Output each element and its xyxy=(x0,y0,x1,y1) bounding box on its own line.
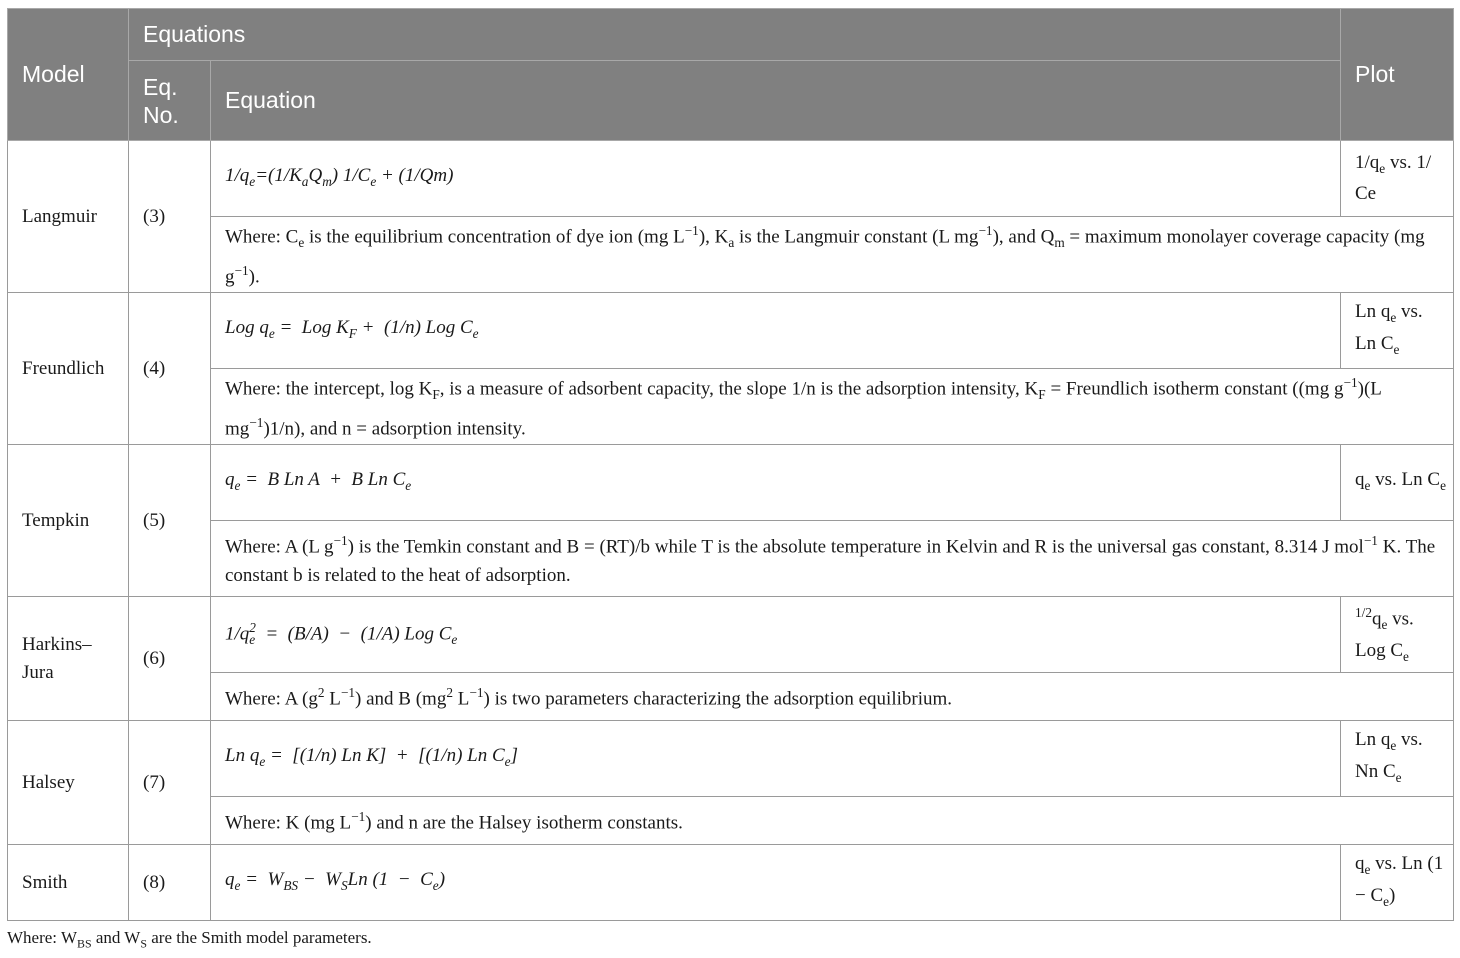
table-footnote: Where: $W_{BS}$ and $W_S$ are the Smith model parameters. xyxy=(7,928,372,951)
table-row xyxy=(8,721,1454,797)
plot-cell: $^{1/2}q_e$ vs. Log $C_e$ xyxy=(1341,597,1454,673)
equation-cell: $1/q_e^2 = (B/A) - (1/A)$ Log $C_e$ xyxy=(211,597,1341,673)
where-cell: Where: A (L $g^{-1}$) is the Temkin constant and B = (RT)/b while T is the absolute temperature in Kelvin and R is the universal gas constant, 8.314 J mol$^{-1}$ K. The constant b is related to the heat of adsorption. xyxy=(211,521,1454,597)
table-row xyxy=(8,673,1454,721)
where-cell: Where: $C_e$ is the equilibrium concentration of dye ion (mg $L^{-1}$), $K_a$ is the Langmuir constant (L $mg^{-1}$), and $Q_m$ = maximum monolayer coverage capacity (mg $g^{-1}$). xyxy=(211,217,1454,293)
header-eq-no: Eq. No. xyxy=(129,61,211,141)
header-plot: Plot xyxy=(1341,9,1454,141)
table-row xyxy=(8,293,1454,369)
table-row xyxy=(8,845,1454,921)
eq-no-cell: (5) xyxy=(129,445,211,597)
model-cell: Tempkin xyxy=(8,445,129,597)
model-cell: Freundlich xyxy=(8,293,129,445)
equation-cell: $q_e = W_{BS} - W_SLn$ $(1 - C_e)$ xyxy=(211,845,1341,921)
eq-no-cell: (3) xyxy=(129,141,211,293)
equation-cell: Ln $q_e = [(1/n)$ Ln K] + [(1/n) Ln $C_e$] xyxy=(211,721,1341,797)
eq-no-cell: (8) xyxy=(129,845,211,921)
table-row xyxy=(8,445,1454,521)
table-row xyxy=(8,797,1454,845)
eq-no-cell: (6) xyxy=(129,597,211,721)
model-cell: Harkins–Jura xyxy=(8,597,129,721)
header-equations: Equations xyxy=(129,9,1341,61)
table-row xyxy=(8,369,1454,445)
where-cell: Where: A ($g^2$ $L^{-1}$) and B ($mg^2$ $L^{-1}$) is two parameters characterizing the adsorption equilibrium. xyxy=(211,673,1454,721)
table-row xyxy=(8,141,1454,217)
table-row xyxy=(8,521,1454,597)
header-equation: Equation xyxy=(211,61,1341,141)
table-row xyxy=(8,217,1454,293)
isotherm-table xyxy=(7,8,1454,921)
equation-cell xyxy=(211,141,1341,217)
where-cell: Where: the intercept, $\log K_F$, is a measure of adsorbent capacity, the slope 1/n is the adsorption intensity, $K_F$ = Freundlich isotherm constant ((mg $g^{-1})(L$ $mg^{-1})1/n$), and n = adsorption intensity. xyxy=(211,369,1454,445)
model-cell: Smith xyxy=(8,845,129,921)
plot-cell: $q_e$ vs. Ln $C_e$ xyxy=(1341,445,1454,521)
header-model: Model xyxy=(8,9,129,141)
plot-cell: Ln $q_e$ vs. Nn $C_e$ xyxy=(1341,721,1454,797)
equation-cell: Log $q_e$ = Log $K_F + (1/n)$ Log $C_e$ xyxy=(211,293,1341,369)
eq-no-cell: (7) xyxy=(129,721,211,845)
equation-text: $1/q_e=(1/K_aQ_m) 1/C_e + (1/Qm)$ xyxy=(225,164,454,189)
equation-cell: $q_e = B$ Ln A + B Ln $C_e$ xyxy=(211,445,1341,521)
plot-cell: Ln $q_e$ vs. Ln $C_e$ xyxy=(1341,293,1454,369)
where-cell: Where: K (mg $L^{-1}$) and n are the Halsey isotherm constants. xyxy=(211,797,1454,845)
table-row xyxy=(8,597,1454,673)
model-cell: Halsey xyxy=(8,721,129,845)
plot-cell: $1/q_e$ vs. 1/ Ce xyxy=(1341,141,1454,217)
model-cell: Langmuir xyxy=(8,141,129,293)
eq-no-cell: (4) xyxy=(129,293,211,445)
plot-cell: $q_e$ vs. Ln $(1 - C_e)$ xyxy=(1341,845,1454,921)
